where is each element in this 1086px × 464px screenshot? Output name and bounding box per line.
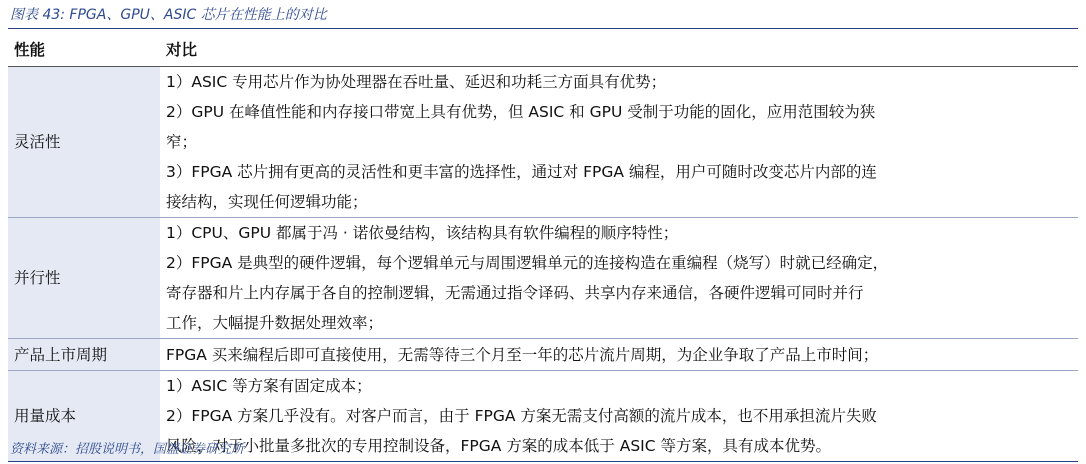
figure-title: 图表 43: FPGA、GPU、ASIC 芯片在性能上的对比 [10, 7, 327, 23]
row-time-to-market [8, 339, 1078, 371]
header-comparison: 对比 [160, 34, 1078, 67]
content-line: 2）FPGA 是典型的硬件逻辑，每个逻辑单元与周围逻辑单元的连接构造在重编程（烧写）时就已经确定， [166, 254, 889, 272]
content-line: 窄； [166, 133, 198, 151]
top-rule [8, 28, 1078, 29]
header-performance: 性能 [8, 34, 160, 67]
row-label-flexibility: 灵活性 [8, 67, 160, 218]
content-line: 3）FPGA 芯片拥有更高的灵活性和更丰富的选择性，通过对 FPGA 编程，用户可随时改变芯片内部的连 [166, 163, 877, 181]
content-line: 工作，大幅提升数据处理效率； [166, 314, 384, 332]
content-line: 寄存器和片上内存属于各自的控制逻辑，无需通过指令译码、共享内存来通信，各硬件逻辑可同时并行 [166, 284, 864, 302]
row-label-parallelism: 并行性 [8, 218, 160, 339]
content-line: 1）ASIC 专用芯片作为协处理器在吞吐量、延迟和功耗三方面具有优势； [166, 73, 667, 91]
content-line: FPGA 买来编程后即可直接使用，无需等待三个月至一年的芯片流片周期，为企业争取了产品上市时间； [166, 345, 879, 364]
row-content-time-to-market [160, 339, 1078, 371]
content-line: 接结构，实现任何逻辑功能； [166, 193, 368, 211]
table-header-row [8, 34, 1078, 67]
row-content-parallelism [160, 218, 1078, 339]
row-flexibility [8, 67, 1078, 218]
content-line: 1）CPU、GPU 都属于冯 · 诺依曼结构，该结构具有软件编程的顺序特性； [166, 224, 679, 242]
row-label-time-to-market: 产品上市周期 [8, 339, 160, 371]
content-line: 1）ASIC 等方案有固定成本； [166, 377, 372, 395]
content-line: 2）GPU 在峰值性能和内存接口带宽上具有优势，但 ASIC 和 GPU 受制于功能的固化，应用范围较为狭 [166, 103, 876, 121]
row-content-usage-cost [160, 371, 1078, 462]
row-label-usage-cost: 用量成本 [8, 371, 160, 462]
comparison-table [8, 34, 1078, 462]
row-parallelism [8, 218, 1078, 339]
content-line: 2）FPGA 方案几乎没有。对客户而言，由于 FPGA 方案无需支付高额的流片成本，也不用承担流片失败 [166, 407, 877, 425]
source-note: 资料来源：招股说明书，国盛证券研究所 [10, 442, 245, 457]
row-content-flexibility [160, 67, 1078, 218]
content-line: 风险，对于小批量多批次的专用控制设备，FPGA 方案的成本低于 ASIC 等方案，具有成本优势。 [166, 437, 831, 455]
